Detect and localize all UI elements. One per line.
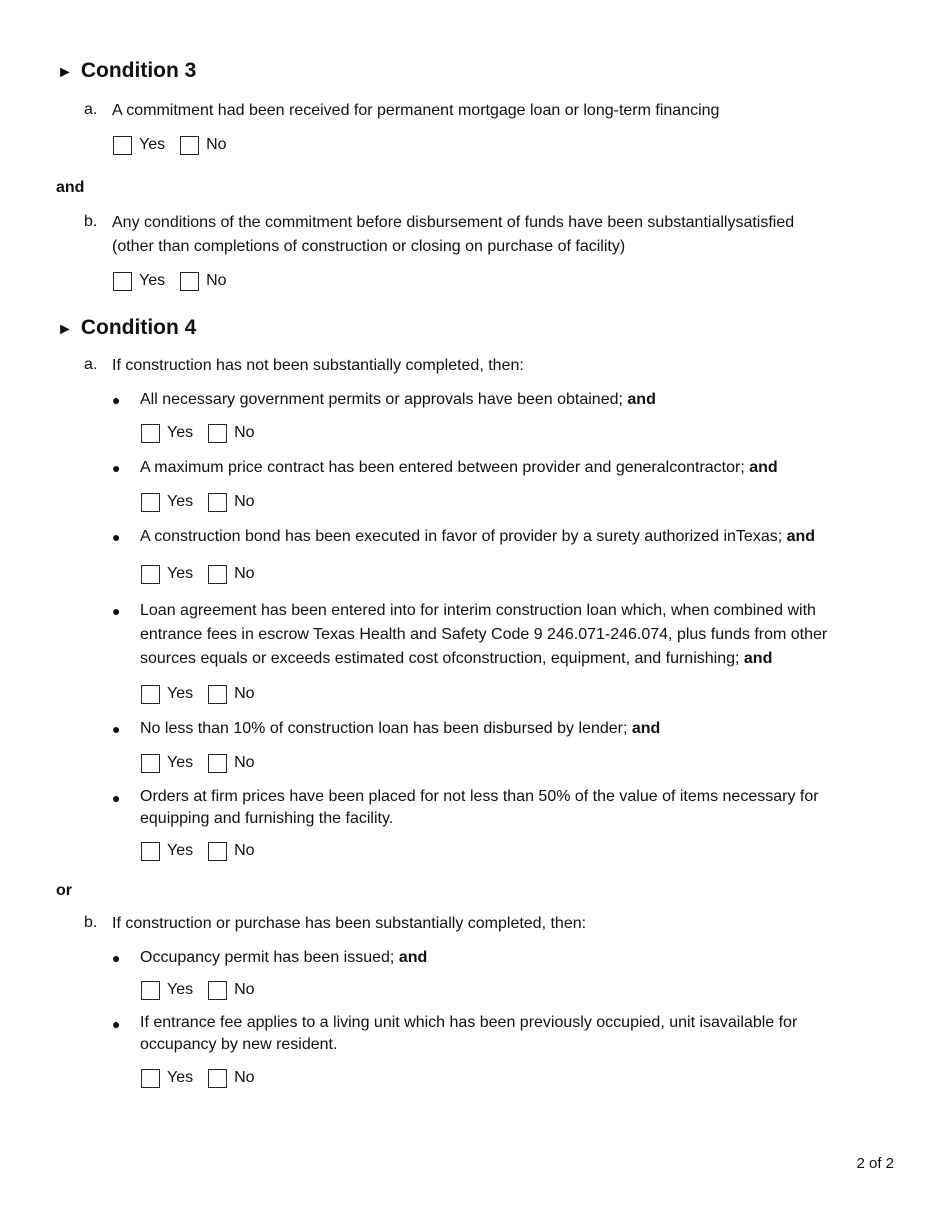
condition-3-b-letter: b. <box>84 213 98 230</box>
yes-label: Yes <box>139 272 166 289</box>
no-checkbox[interactable] <box>208 1069 227 1088</box>
item-suffix: and <box>749 459 778 476</box>
yes-checkbox[interactable] <box>113 272 132 291</box>
bullet-icon: ● <box>112 460 121 476</box>
yes-label: Yes <box>167 565 194 582</box>
condition-4-heading <box>57 316 196 340</box>
no-label: No <box>234 565 255 582</box>
no-checkbox[interactable] <box>208 565 227 584</box>
condition-4-a-item-5 <box>140 717 900 741</box>
no-checkbox[interactable] <box>180 272 199 291</box>
no-label: No <box>234 842 255 859</box>
conjunction-and: and <box>56 179 85 196</box>
bullet-icon: ● <box>112 790 121 806</box>
no-checkbox[interactable] <box>208 754 227 773</box>
no-label: No <box>234 754 255 771</box>
yes-label: Yes <box>167 842 194 859</box>
condition-3-heading <box>57 59 196 83</box>
bullet-icon: ● <box>112 603 121 619</box>
item-text-line-3: sources equals or exceeds estimated cost ofconstruction, equipment, and furnishing; <box>140 650 740 667</box>
item-text: Occupancy permit has been issued; <box>140 949 395 966</box>
no-label: No <box>234 424 255 441</box>
yes-checkbox[interactable] <box>141 424 160 443</box>
item-text-line-1: Orders at firm prices have been placed for not less than 50% of the value of items necessary for <box>140 788 819 805</box>
condition-3-a-answer <box>113 134 242 156</box>
item-text-line-2: occupancy by new resident. <box>140 1036 338 1053</box>
yes-label: Yes <box>167 685 194 702</box>
item-suffix: and <box>627 391 656 408</box>
item-text-line-1: Loan agreement has been entered into for interim construction loan which, when combined with <box>140 602 816 619</box>
condition-3-title: Condition 3 <box>80 59 197 82</box>
bullet-icon: ● <box>112 529 121 545</box>
item-text: No less than 10% of construction loan has been disbursed by lender; <box>140 720 628 737</box>
item-text-line-2: equipping and furnishing the facility. <box>140 810 394 827</box>
no-checkbox[interactable] <box>180 136 199 155</box>
no-label: No <box>206 272 227 289</box>
condition-4-a-item-4 <box>140 599 930 671</box>
condition-4-a-item-6 <box>140 786 930 830</box>
item-text: A construction bond has been executed in favor of provider by a surety authorized inTexas; <box>140 528 783 545</box>
bullet-icon: ● <box>112 950 121 966</box>
yes-label: Yes <box>167 981 194 998</box>
no-label: No <box>234 685 255 702</box>
condition-4-a-item-4-answer <box>141 683 270 705</box>
yes-label: Yes <box>167 1069 194 1086</box>
no-label: No <box>234 981 255 998</box>
no-checkbox[interactable] <box>208 424 227 443</box>
yes-checkbox[interactable] <box>141 842 160 861</box>
no-checkbox[interactable] <box>208 493 227 512</box>
item-text-line-2: entrance fees in escrow Texas Health and Safety Code 9 246.071-246.074, plus funds from other <box>140 626 828 643</box>
item-suffix: and <box>786 528 816 545</box>
yes-label: Yes <box>167 493 194 510</box>
condition-4-a-item-6-answer <box>141 840 270 862</box>
item-suffix: and <box>398 949 428 966</box>
page-number: 2 of 2 <box>856 1155 894 1172</box>
item-text: A maximum price contract has been entered between provider and generalcontractor; <box>140 459 745 476</box>
condition-3-a-text: A commitment had been received for permanent mortgage loan or long-term financing <box>112 102 720 119</box>
condition-4-a-letter: a. <box>84 356 98 373</box>
condition-4-b-letter: b. <box>84 914 98 931</box>
no-label: No <box>234 493 255 510</box>
bullet-icon: ● <box>112 1016 121 1032</box>
condition-3-b-line-1: Any conditions of the commitment before disbursement of funds have been substantiallysatisfied <box>112 214 795 231</box>
condition-4-a-item-3-answer <box>141 563 270 585</box>
condition-4-b-text: If construction or purchase has been substantially completed, then: <box>112 915 587 932</box>
no-checkbox[interactable] <box>208 685 227 704</box>
yes-checkbox[interactable] <box>141 685 160 704</box>
no-label: No <box>234 1069 255 1086</box>
condition-4-b-item-2 <box>140 1012 930 1056</box>
yes-checkbox[interactable] <box>141 754 160 773</box>
no-checkbox[interactable] <box>208 981 227 1000</box>
yes-label: Yes <box>167 754 194 771</box>
condition-4-a-item-2 <box>140 456 920 480</box>
condition-3-b-text <box>112 211 912 259</box>
yes-label: Yes <box>139 136 166 153</box>
no-checkbox[interactable] <box>208 842 227 861</box>
item-text-line-1: If entrance fee applies to a living unit which has been previously occupied, unit isavailable for <box>140 1014 798 1031</box>
condition-4-b-item-2-answer <box>141 1067 270 1089</box>
condition-4-a-text: If construction has not been substantially completed, then: <box>112 357 524 374</box>
condition-4-a-item-1 <box>140 388 900 412</box>
condition-4-title: Condition 4 <box>80 316 197 339</box>
arrow-right-icon: ► <box>57 64 73 81</box>
no-label: No <box>206 136 227 153</box>
bullet-icon: ● <box>112 721 121 737</box>
item-suffix: and <box>631 720 661 737</box>
item-text: All necessary government permits or approvals have been obtained; <box>140 391 623 408</box>
condition-4-a-item-1-answer <box>141 422 270 444</box>
yes-checkbox[interactable] <box>141 493 160 512</box>
yes-label: Yes <box>167 424 194 441</box>
condition-4-b-item-1-answer <box>141 979 270 1001</box>
yes-checkbox[interactable] <box>141 565 160 584</box>
condition-3-a-letter: a. <box>84 101 98 118</box>
bullet-icon: ● <box>112 392 121 408</box>
condition-4-b-item-1 <box>140 946 900 970</box>
yes-checkbox[interactable] <box>141 1069 160 1088</box>
item-suffix: and <box>743 650 773 667</box>
arrow-right-icon: ► <box>57 321 73 338</box>
conjunction-or: or <box>56 882 72 899</box>
condition-4-a-item-2-answer <box>141 491 270 513</box>
condition-4-a-item-5-answer <box>141 752 270 774</box>
condition-3-b-line-2: (other than completions of construction or closing on purchase of facility) <box>112 238 626 255</box>
condition-3-b-answer <box>113 270 242 292</box>
yes-checkbox[interactable] <box>113 136 132 155</box>
yes-checkbox[interactable] <box>141 981 160 1000</box>
condition-4-a-item-3 <box>140 525 930 549</box>
